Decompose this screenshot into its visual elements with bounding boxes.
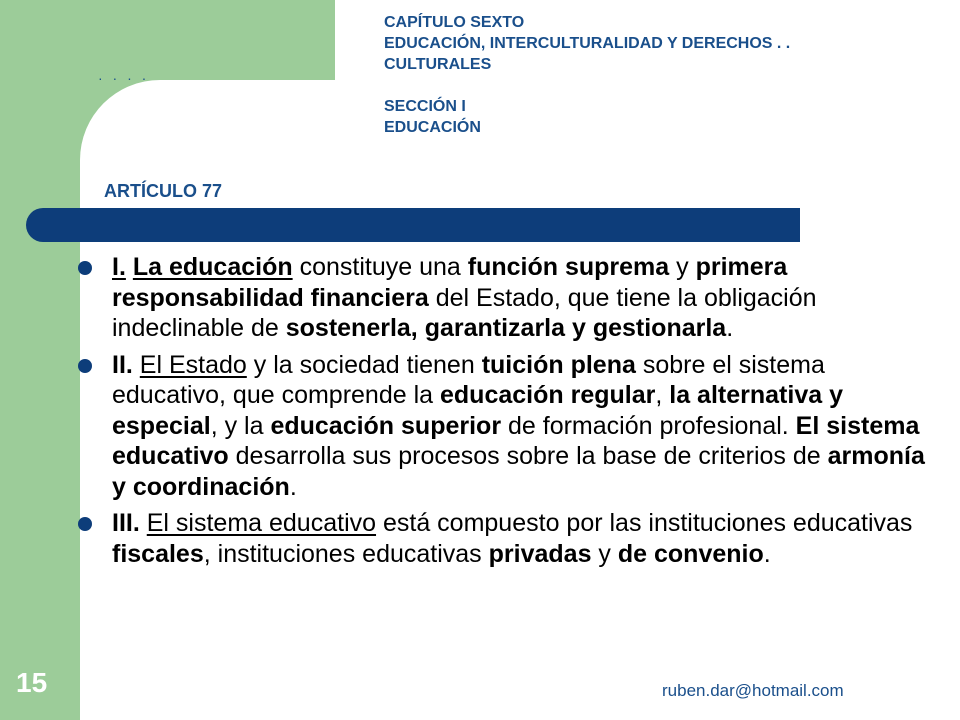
p3-text: y — [591, 539, 618, 568]
p2-text: , — [655, 381, 670, 409]
bullet-icon — [78, 517, 92, 531]
p3-subject: El sistema educativo — [146, 509, 377, 537]
p2-emphasis: tuición plena — [481, 350, 636, 379]
p1-emphasis: primera responsabilidad financiera — [112, 253, 788, 312]
p3-text: . — [763, 539, 771, 568]
chapter-title-line-1: EDUCACIÓN, INTERCULTURALIDAD Y DERECHOS . . — [384, 35, 791, 52]
p3-emphasis: de convenio — [617, 539, 764, 568]
p2-text: de formación profesional. — [501, 411, 796, 440]
p2-text: desarrolla sus procesos sobre la base de criterios de — [228, 442, 828, 470]
title-divider-bar — [26, 208, 800, 242]
article-heading: ARTÍCULO 77 — [104, 181, 223, 201]
p2-number: II. — [112, 350, 133, 379]
p3-text: , instituciones educativas — [203, 539, 489, 568]
section-label: SECCIÓN I — [384, 98, 466, 115]
chapter-label: CAPÍTULO SEXTO — [384, 14, 525, 31]
p2-text: y la sociedad tienen — [246, 350, 482, 379]
p2-emphasis: armonía y coordinación — [112, 442, 925, 501]
p1-emphasis: sostenerla, garantizarla y gestionarla — [285, 314, 727, 342]
p1-text: y — [669, 253, 696, 281]
article-body — [78, 252, 938, 575]
bullet-icon — [78, 261, 92, 275]
p1-text: del Estado, que tiene la obligación indeclinable de — [112, 283, 817, 342]
p1-subject: La educación — [132, 253, 293, 281]
p1-emphasis: función suprema — [467, 253, 670, 281]
chapter-title-line-2: CULTURALES — [384, 56, 492, 73]
p3-emphasis: fiscales — [112, 539, 204, 568]
p2-text: , y la — [210, 411, 271, 440]
p1-number: I. — [112, 253, 126, 281]
section-title: EDUCACIÓN — [384, 119, 481, 136]
p2-text: sobre el sistema educativo, que comprende la — [112, 350, 825, 409]
p1-text: . — [726, 314, 734, 342]
p3-emphasis: privadas — [488, 539, 592, 568]
paragraph-1 — [78, 252, 938, 344]
author-email: ruben.dar@hotmail.com — [662, 681, 844, 700]
p3-number: III. — [112, 509, 140, 537]
p3-text: está compuesto por las instituciones educativas — [376, 509, 913, 537]
page-number: 15 — [16, 667, 48, 698]
p2-emphasis: El sistema educativo — [112, 411, 920, 470]
slide-header — [384, 12, 790, 138]
p1-text: constituye una — [292, 253, 468, 281]
p2-emphasis: educación superior — [270, 411, 502, 440]
paragraph-2 — [78, 350, 938, 503]
decorative-dots: · · · · — [98, 70, 150, 86]
bullet-icon — [78, 359, 92, 373]
p2-emphasis: la alternativa y especial — [112, 381, 843, 440]
paragraph-3 — [78, 508, 938, 569]
p2-subject: El Estado — [139, 350, 247, 379]
header-spacer — [384, 75, 790, 96]
p2-text: . — [289, 472, 297, 501]
p2-emphasis: educación regular — [440, 381, 656, 409]
